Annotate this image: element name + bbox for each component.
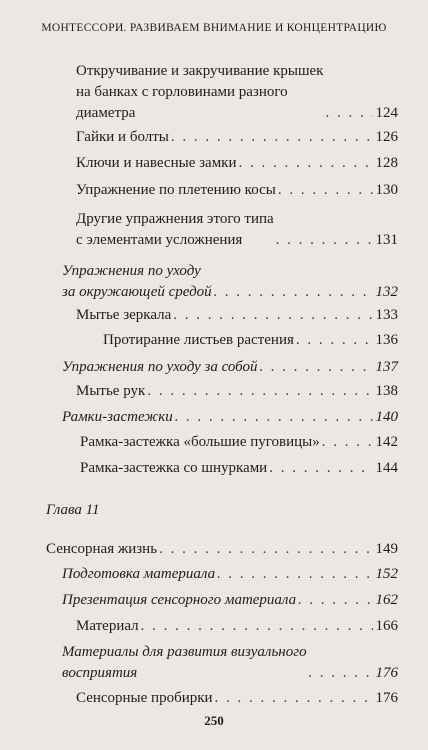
toc-entry-title: Рамки-застежки: [62, 409, 173, 425]
dot-leader: [147, 381, 372, 402]
toc-section: [62, 590, 398, 611]
toc-entry-page: 130: [375, 182, 398, 198]
toc-entry-title: Мытье рук: [76, 383, 146, 399]
dot-leader: [214, 282, 373, 303]
toc-entry-page: 132: [375, 284, 398, 300]
toc-entry-title: Упражнение по плетению косы: [76, 182, 276, 198]
toc-entry: [76, 209, 398, 251]
toc-entry-title: Гайки и болты: [76, 129, 169, 145]
toc-section: [62, 407, 398, 428]
toc-entry-page: 162: [375, 592, 398, 608]
toc-entry: [76, 180, 398, 201]
toc-entry-title: Упражнения по уходу за собой: [62, 359, 258, 375]
toc-entry: [76, 61, 398, 124]
toc-section: [62, 564, 398, 585]
toc-entry-page: 176: [375, 690, 398, 706]
running-header: МОНТЕССОРИ. РАЗВИВАЕМ ВНИМАНИЕ И КОНЦЕНТРАЦИЮ: [41, 22, 387, 34]
toc-entry: [76, 305, 398, 326]
toc-entry: [76, 153, 398, 174]
toc-entry-page: 136: [375, 332, 398, 348]
toc-entry-title: Презентация сенсорного материала: [62, 592, 297, 608]
toc-section: [62, 642, 398, 684]
toc-entry: [76, 127, 398, 148]
dot-leader: [296, 330, 373, 351]
chapter-heading: Глава 11: [46, 502, 100, 518]
dot-leader: [159, 539, 372, 560]
dot-leader: [260, 357, 373, 378]
dot-leader: [322, 432, 373, 453]
toc-entry-title: Сенсорная жизнь: [46, 541, 158, 557]
toc-entry-page: 140: [375, 409, 398, 425]
toc-entry-page: 128: [375, 155, 398, 171]
dot-leader: [215, 688, 373, 709]
toc-section: [62, 261, 398, 303]
toc-entry: [76, 616, 398, 637]
dot-leader: [239, 153, 373, 174]
toc-entry-page: 126: [375, 129, 398, 145]
dot-leader: [141, 616, 373, 637]
toc-entry-title: Мытье зеркала: [76, 307, 172, 323]
dot-leader: [171, 127, 373, 148]
dot-leader: [325, 103, 372, 124]
toc-section: [62, 357, 398, 378]
toc-entry-title: Ключи и навесные замки: [76, 155, 237, 171]
toc-entry-title: Рамка-застежка со шнурками: [80, 460, 268, 476]
toc-entry: [76, 688, 398, 709]
toc-entry-page: 131: [375, 232, 398, 248]
toc-chapter-entry: [46, 539, 398, 560]
dot-leader: [217, 564, 372, 585]
toc-entry-title: Подготовка материала: [62, 566, 216, 582]
toc-entry-page: 149: [375, 541, 398, 557]
toc-entry-title: Материал: [76, 618, 139, 634]
toc-entry: [80, 432, 398, 453]
dot-leader: [175, 407, 373, 428]
dot-leader: [173, 305, 372, 326]
toc-entry-title: Протирание листьев растения: [103, 332, 294, 348]
dot-leader: [276, 230, 373, 251]
toc-entry-page: 152: [375, 566, 398, 582]
toc-entry: [80, 458, 398, 479]
toc-entry-page: 124: [375, 105, 398, 121]
page-number: 250: [204, 713, 224, 728]
toc-entry-page: 142: [375, 434, 398, 450]
dot-leader: [269, 458, 372, 479]
toc-entry-page: 166: [375, 618, 398, 634]
toc-entry-page: 144: [375, 460, 398, 476]
toc-entry-title: Упражнения по уходу за окружающей средой: [62, 263, 212, 300]
toc-entry-page: 176: [375, 665, 398, 681]
toc-entry-title: Откручивание и закручивание крышек на банках с горловинами разного диаметра: [76, 63, 324, 121]
toc-entry-page: 133: [375, 307, 398, 323]
toc-entry-page: 137: [375, 359, 398, 375]
toc-entry-title: Материалы для развития визуального восприятия: [62, 644, 307, 681]
toc-entry-title: Другие упражнения этого типа с элементами усложнения: [76, 211, 274, 248]
toc-entry-page: 138: [375, 383, 398, 399]
toc-entry-title: Рамка-застежка «большие пуговицы»: [80, 434, 320, 450]
toc-entry: [76, 381, 398, 402]
dot-leader: [298, 590, 372, 611]
dot-leader: [278, 180, 373, 201]
toc-entry-title: Сенсорные пробирки: [76, 690, 213, 706]
toc-entry: [103, 330, 398, 351]
dot-leader: [309, 663, 373, 684]
